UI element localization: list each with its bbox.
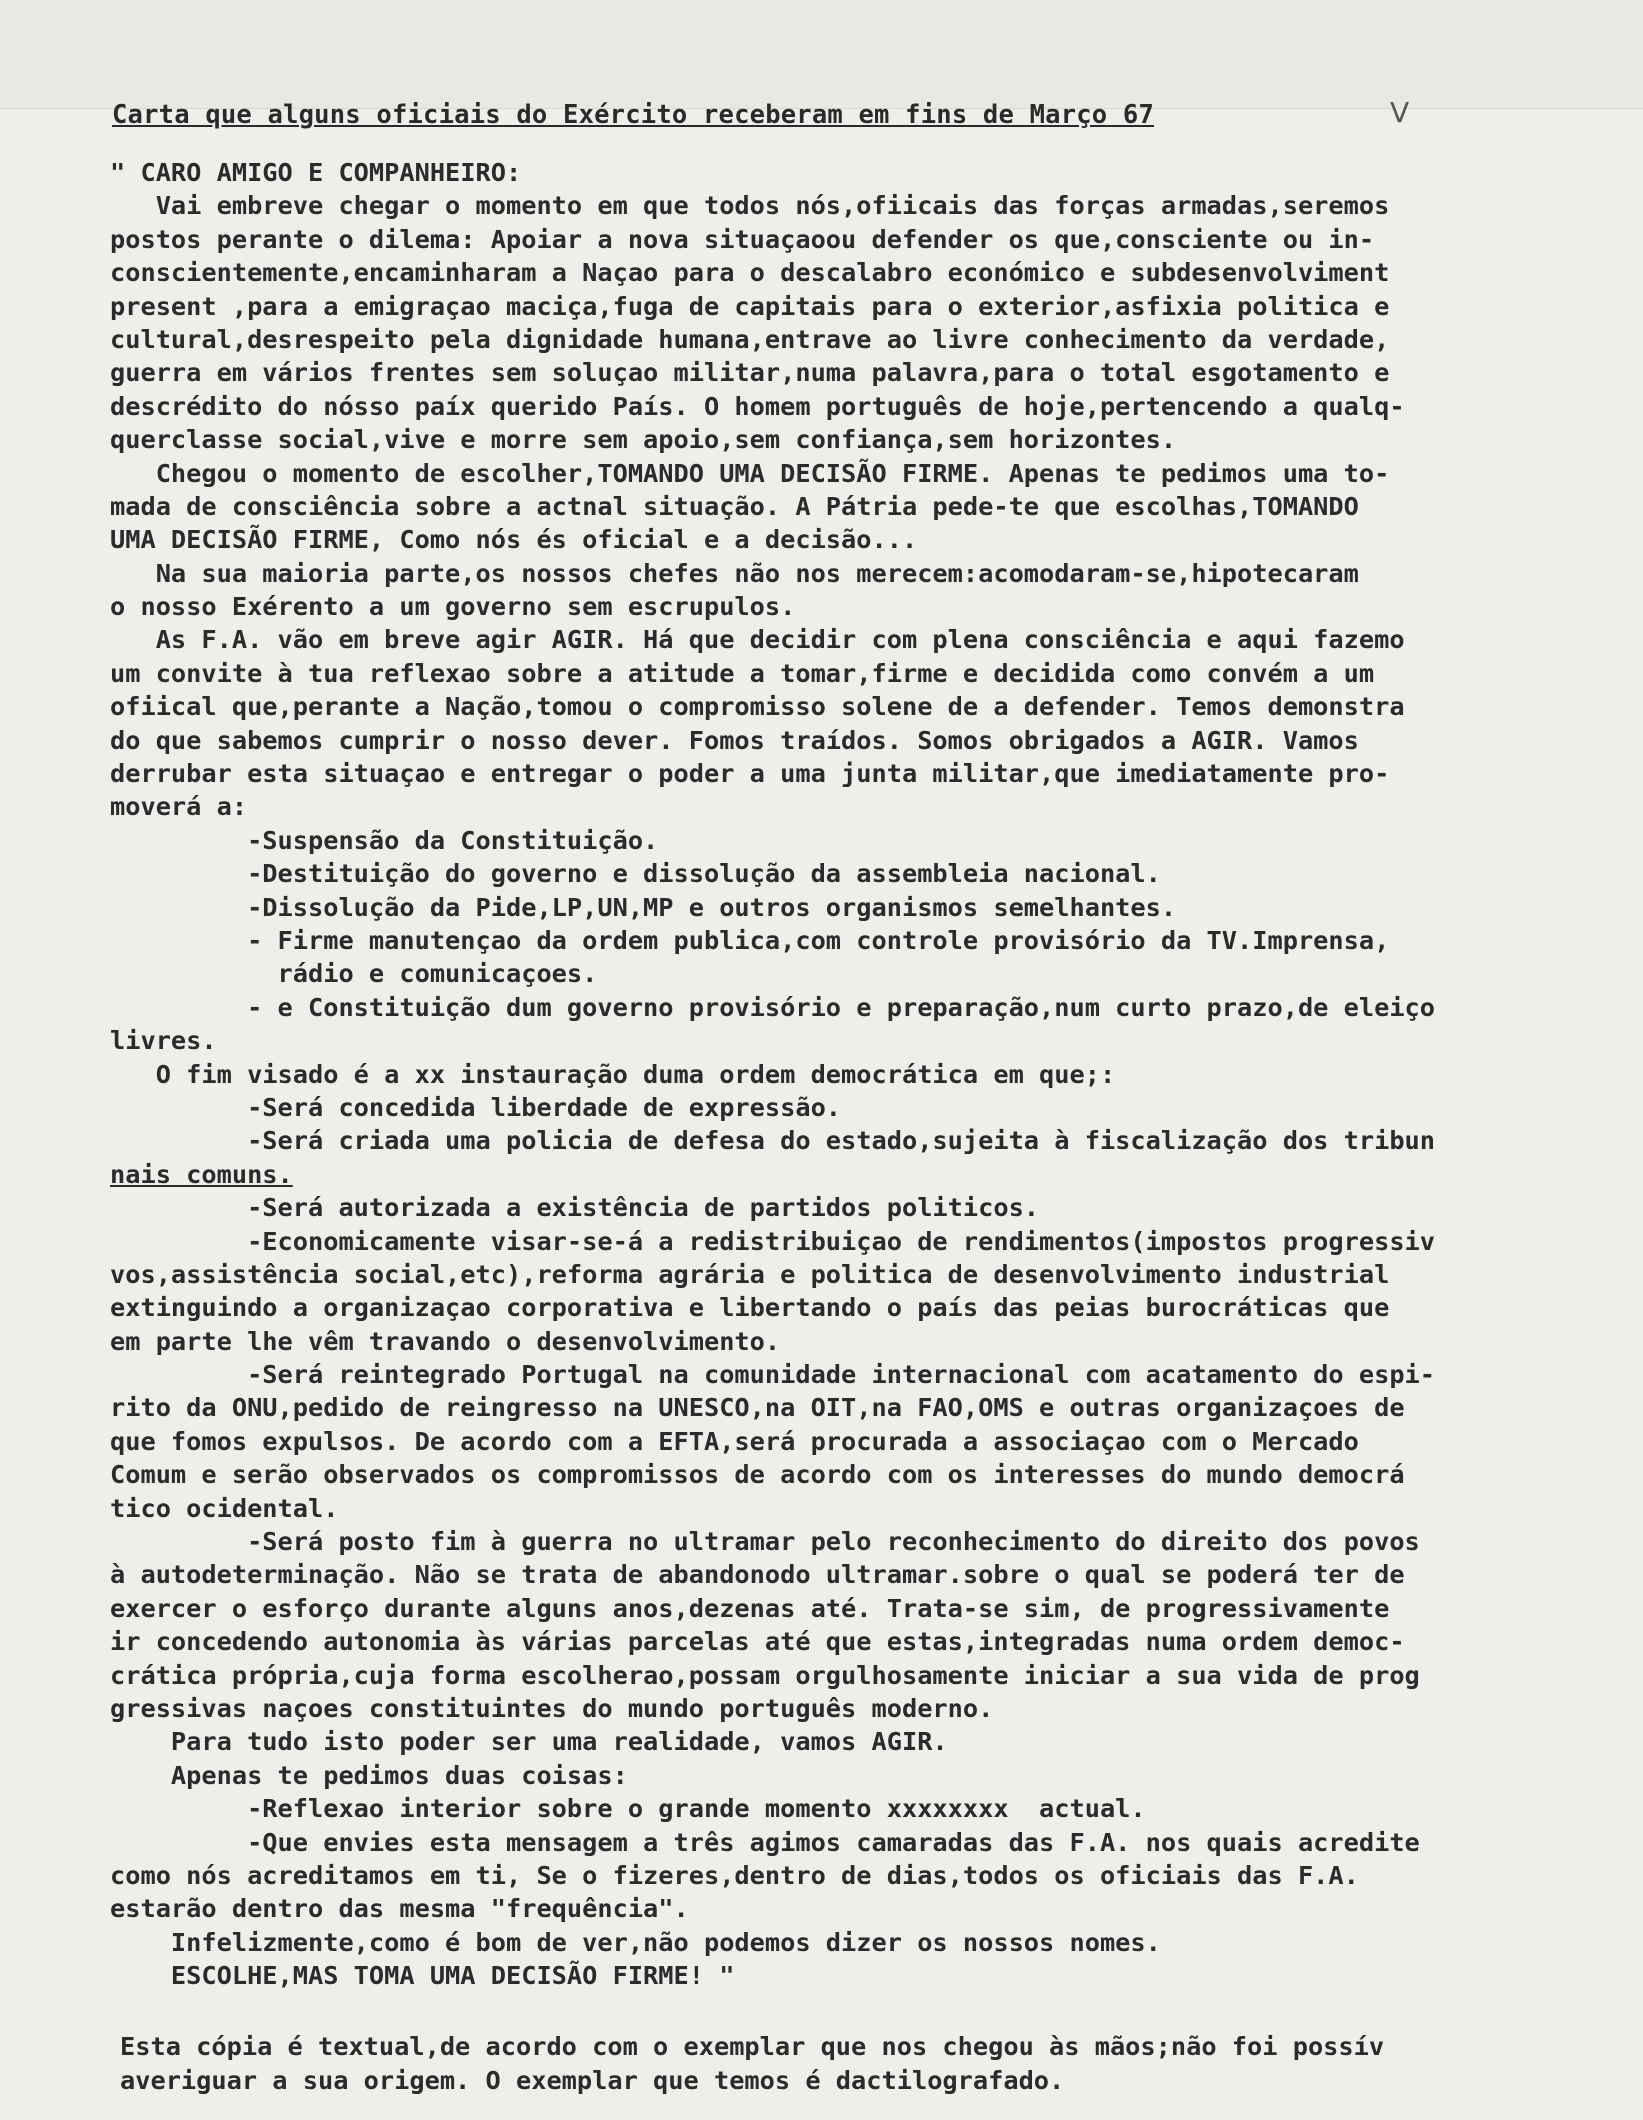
text-line: livres. xyxy=(110,1026,217,1056)
text-line: um convite à tua reflexao sobre a atitude a tomar,firme e decidida como convém a um xyxy=(110,658,1375,688)
text-line: -Reflexao interior sobre o grande momento xxxxxxxx actual. xyxy=(110,1794,1146,1824)
text-line: -Será posto fim à guerra no ultramar pelo reconhecimento do direito dos povos xyxy=(110,1527,1420,1557)
letter-title: Carta que alguns oficiais do Exército receberam em fins de Março 67 xyxy=(112,100,1155,130)
text-line: cultural,desrespeito pela dignidade humana,entrave ao livre conhecimento da verdade, xyxy=(110,324,1390,354)
text-line: postos perante o dilema: Apoiar a nova situaçaoou defender os que,consciente ou in- xyxy=(110,224,1375,254)
text-line: -Suspensão da Constituição. xyxy=(110,825,659,855)
text-line: mada de consciência sobre a actnal situação. A Pátria pede-te que escolhas,TOMANDO xyxy=(110,491,1359,521)
text-line: conscientemente,encaminharam a Naçao para o descalabro económico e subdesenvolviment xyxy=(110,258,1390,288)
text-line: rádio e comunicaçoes. xyxy=(110,959,598,989)
text-line: exercer o esforço durante alguns anos,dezenas até. Trata-se sim, de progressivamente xyxy=(110,1593,1390,1623)
text-line: vos,assistência social,etc),reforma agrária e politica de desenvolvimento industrial xyxy=(110,1259,1390,1289)
text-line: extinguindo a organizaçao corporativa e libertando o país das peias burocráticas que xyxy=(110,1293,1390,1323)
text-line: derrubar esta situaçao e entregar o poder a uma junta militar,que imediatamente pro- xyxy=(110,759,1390,789)
copy-note xyxy=(120,2030,1600,2098)
text-line: -Que envies esta mensagem a três agimos camaradas das F.A. nos quais acredite xyxy=(110,1827,1420,1857)
text-line: ir concedendo autonomia às várias parcelas até que estas,integradas numa ordem democ- xyxy=(110,1627,1405,1657)
text-line: gressivas naçoes constituintes do mundo português moderno. xyxy=(110,1693,994,1723)
text-line: Na sua maioria parte,os nossos chefes não nos merecem:acomodaram-se,hipotecaram xyxy=(110,558,1359,588)
text-line: -Será autorizada a existência de partidos politicos. xyxy=(110,1193,1040,1223)
footer-line: Esta cópia é textual,de acordo com o exemplar que nos chegou às mãos;não foi possív xyxy=(120,2032,1385,2061)
text-line: - Firme manutençao da ordem publica,com controle provisório da TV.Imprensa, xyxy=(110,925,1390,955)
text-line: Infelizmente,como é bom de ver,não podemos dizer os nossos nomes. xyxy=(110,1927,1161,1957)
text-line: descrédito do nósso paíx querido País. O homem português de hoje,pertencendo a qualq- xyxy=(110,391,1405,421)
letter-body xyxy=(110,156,1610,1992)
text-line: -Dissolução da Pide,LP,UN,MP e outros organismos semelhantes. xyxy=(110,892,1177,922)
margin-check-mark: V xyxy=(1390,96,1410,129)
text-line: O fim visado é a xx instauração duma ordem democrática em que;: xyxy=(110,1059,1116,1089)
text-line: Para tudo isto poder ser uma realidade, vamos AGIR. xyxy=(110,1727,948,1757)
text-line: guerra em vários frentes sem soluçao militar,numa palavra,para o total esgotamento e xyxy=(110,358,1390,388)
text-line: -Será criada uma policia de defesa do estado,sujeita à fiscalização dos tribun xyxy=(110,1126,1436,1156)
text-line: ESCOLHE,MAS TOMA UMA DECISÃO FIRME! " xyxy=(110,1961,735,1991)
text-line: ofiical que,perante a Nação,tomou o compromisso solene de a defender. Temos demonstra xyxy=(110,692,1405,722)
text-line: rito da ONU,pedido de reingresso na UNESCO,na OIT,na FAO,OMS e outras organizaçoes de xyxy=(110,1393,1405,1423)
text-line: UMA DECISÃO FIRME, Como nós és oficial e a decisão... xyxy=(110,525,918,555)
text-line: como nós acreditamos em ti, Se o fizeres,dentro de dias,todos os oficiais das F.A. xyxy=(110,1860,1359,1890)
text-line: Chegou o momento de escolher,TOMANDO UMA DECISÃO FIRME. Apenas te pedimos uma to- xyxy=(110,458,1390,488)
text-line: present ,para a emigraçao maciça,fuga de capitais para o exterior,asfixia politica e xyxy=(110,291,1390,321)
text-line: em parte lhe vêm travando o desenvolvimento. xyxy=(110,1326,781,1356)
text-line: querclasse social,vive e morre sem apoio,sem confiança,sem horizontes. xyxy=(110,425,1177,455)
text-line: -Será reintegrado Portugal na comunidade internacional com acatamento do espi- xyxy=(110,1360,1436,1390)
text-line: o nosso Exérento a um governo sem escrupulos. xyxy=(110,592,796,622)
text-line: -Economicamente visar-se-á a redistribuiçao de rendimentos(impostos progressiv xyxy=(110,1226,1436,1256)
text-line: tico ocidental. xyxy=(110,1493,339,1523)
text-line: As F.A. vão em breve agir AGIR. Há que decidir com plena consciência e aqui fazemo xyxy=(110,625,1405,655)
text-line: à autodeterminação. Não se trata de abandonodo ultramar.sobre o qual se poderá ter de xyxy=(110,1560,1405,1590)
text-line: - e Constituição dum governo provisório e preparação,num curto prazo,de eleiço xyxy=(110,992,1436,1022)
text-line: do que sabemos cumprir o nosso dever. Fomos traídos. Somos obrigados a AGIR. Vamos xyxy=(110,725,1359,755)
text-line: Apenas te pedimos duas coisas: xyxy=(110,1760,628,1790)
text-line: Comum e serão observados os compromissos de acordo com os interesses do mundo democrá xyxy=(110,1460,1405,1490)
text-line: estarão dentro das mesma "frequência". xyxy=(110,1894,689,1924)
text-line: Vai embreve chegar o momento em que todos nós,ofiicais das forças armadas,seremos xyxy=(110,191,1390,221)
text-line: moverá a: xyxy=(110,792,248,822)
footer-line: averiguar a sua origem. O exemplar que temos é dactilografado. xyxy=(120,2066,1065,2095)
text-line: -Será concedida liberdade de expressão. xyxy=(110,1092,842,1122)
text-line: -Destituição do governo e dissolução da assembleia nacional. xyxy=(110,859,1161,889)
scan-top-band xyxy=(0,0,1643,109)
text-line: que fomos expulsos. De acordo com a EFTA,será procurada a associaçao com o Mercado xyxy=(110,1426,1359,1456)
text-line: nais comuns. xyxy=(110,1159,293,1189)
text-line: crática própria,cuja forma escolherao,possam orgulhosamente iniciar a sua vida de prog xyxy=(110,1660,1420,1690)
text-line: " CARO AMIGO E COMPANHEIRO: xyxy=(110,158,522,187)
